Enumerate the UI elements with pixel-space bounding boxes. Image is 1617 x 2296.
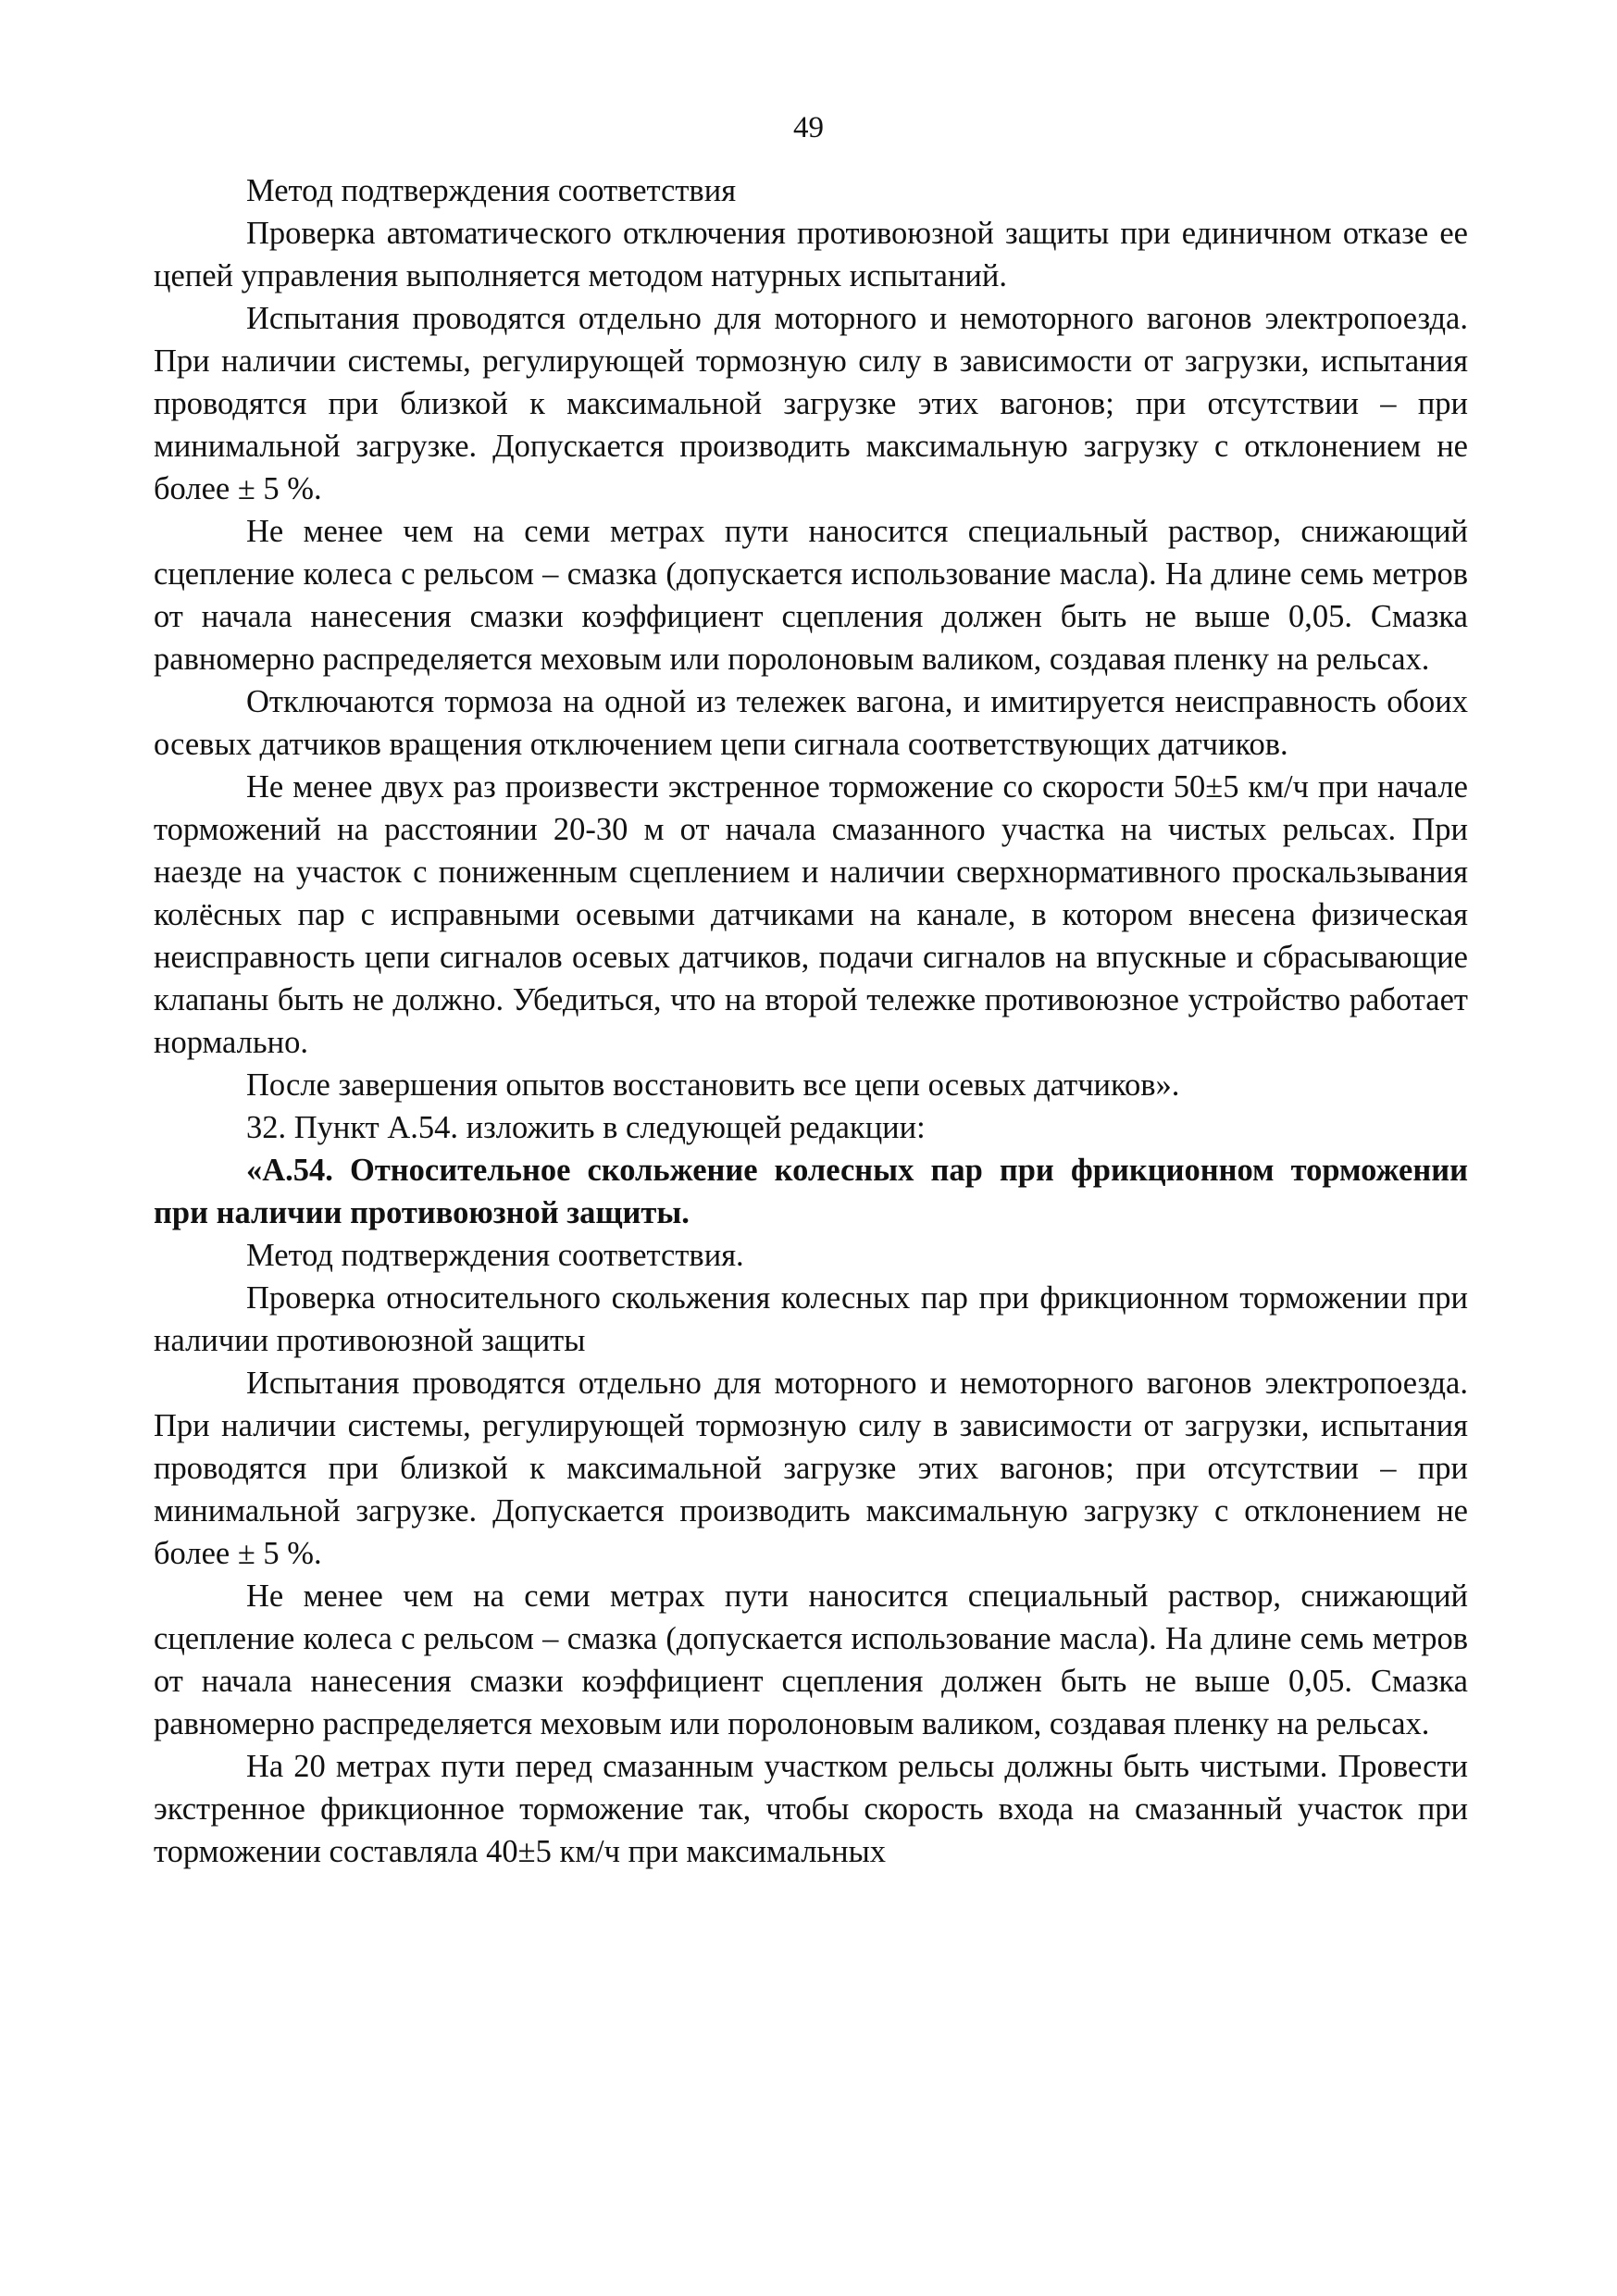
paragraph-restore-circuits: После завершения опытов восстановить все цепи осевых датчиков». bbox=[246, 1067, 1180, 1103]
paragraph-emergency-braking: Не менее двух раз произвести экстренное торможение со скорости 50±5 км/ч при начале торможений на расстоянии 20-30 м от начала смазанного участка на чистых рельсах. При наезде на участок с пониженным сцеплением и наличии сверхнормативного проскальзывания колёсных пар с исправными осевыми датчиками на канале, в котором внесена физическая неисправность цепи сигналов осевых датчиков, подачи сигналов на впускные и сбрасывающие клапаны быть не должно. Убедиться, что на второй тележке противоюзное устройство работает нормально. bbox=[154, 769, 1468, 1060]
paragraph-slip-check: Проверка относительного скольжения колесных пар при фрикционном торможении при наличии противоюзной защиты bbox=[154, 1280, 1468, 1358]
paragraph-item-32: 32. Пункт А.54. изложить в следующей редакции: bbox=[246, 1110, 926, 1145]
paragraph-lubricant: Не менее чем на семи метрах пути наносится специальный раствор, снижающий сцепление колеса с рельсом – смазка (допускается использование масла). На длине семь метров от начала нанесения смазки коэффициент сцепления должен быть не выше 0,05. Смазка равномерно распределяется меховым или поролоновым валиком, создавая пленку на рельсах. bbox=[154, 514, 1468, 677]
paragraph-test-conditions-2: Испытания проводятся отдельно для моторного и немоторного вагонов электропоезда. При наличии системы, регулирующей тормозную силу в зависимости от загрузки, испытания проводятся при близкой к максимальной загрузке этих вагонов; при отсутствии – при минимальной загрузке. Допускается производить максимальную загрузку с отклонением не более ± 5 %. bbox=[154, 1366, 1468, 1571]
paragraph-lubricant-2: Не менее чем на семи метрах пути наносится специальный раствор, снижающий сцепление колеса с рельсом – смазка (допускается использование масла). На длине семь метров от начала нанесения смазки коэффициент сцепления должен быть не выше 0,05. Смазка равномерно распределяется меховым или поролоновым валиком, создавая пленку на рельсах. bbox=[154, 1578, 1468, 1741]
paragraph-brakes-disabled: Отключаются тормоза на одной из тележек вагона, и имитируется неисправность обоих осевых датчиков вращения отключением цепи сигнала соответствующих датчиков. bbox=[154, 684, 1468, 762]
paragraph-auto-disable-check: Проверка автоматического отключения противоюзной защиты при единичном отказе ее цепей управления выполняется методом натурных испытаний. bbox=[154, 216, 1468, 293]
paragraph-a54-heading: «А.54. Относительное скольжение колесных пар при фрикционном торможении при наличии противоюзной защиты. bbox=[154, 1153, 1468, 1230]
document-body bbox=[154, 169, 1468, 1873]
paragraph-friction-braking: На 20 метрах пути перед смазанным участком рельсы должны быть чистыми. Провести экстренное фрикционное торможение так, чтобы скорость входа на смазанный участок при торможении составляла 40±5 км/ч при максимальных bbox=[154, 1749, 1468, 1869]
page-number: 49 bbox=[793, 111, 824, 144]
paragraph-method-heading: Метод подтверждения соответствия bbox=[246, 173, 737, 208]
paragraph-test-conditions: Испытания проводятся отдельно для моторного и немоторного вагонов электропоезда. При наличии системы, регулирующей тормозную силу в зависимости от загрузки, испытания проводятся при близкой к максимальной загрузке этих вагонов; при отсутствии – при минимальной загрузке. Допускается производить максимальную загрузку с отклонением не более ± 5 %. bbox=[154, 301, 1468, 506]
paragraph-method-heading-2: Метод подтверждения соответствия. bbox=[246, 1238, 744, 1273]
